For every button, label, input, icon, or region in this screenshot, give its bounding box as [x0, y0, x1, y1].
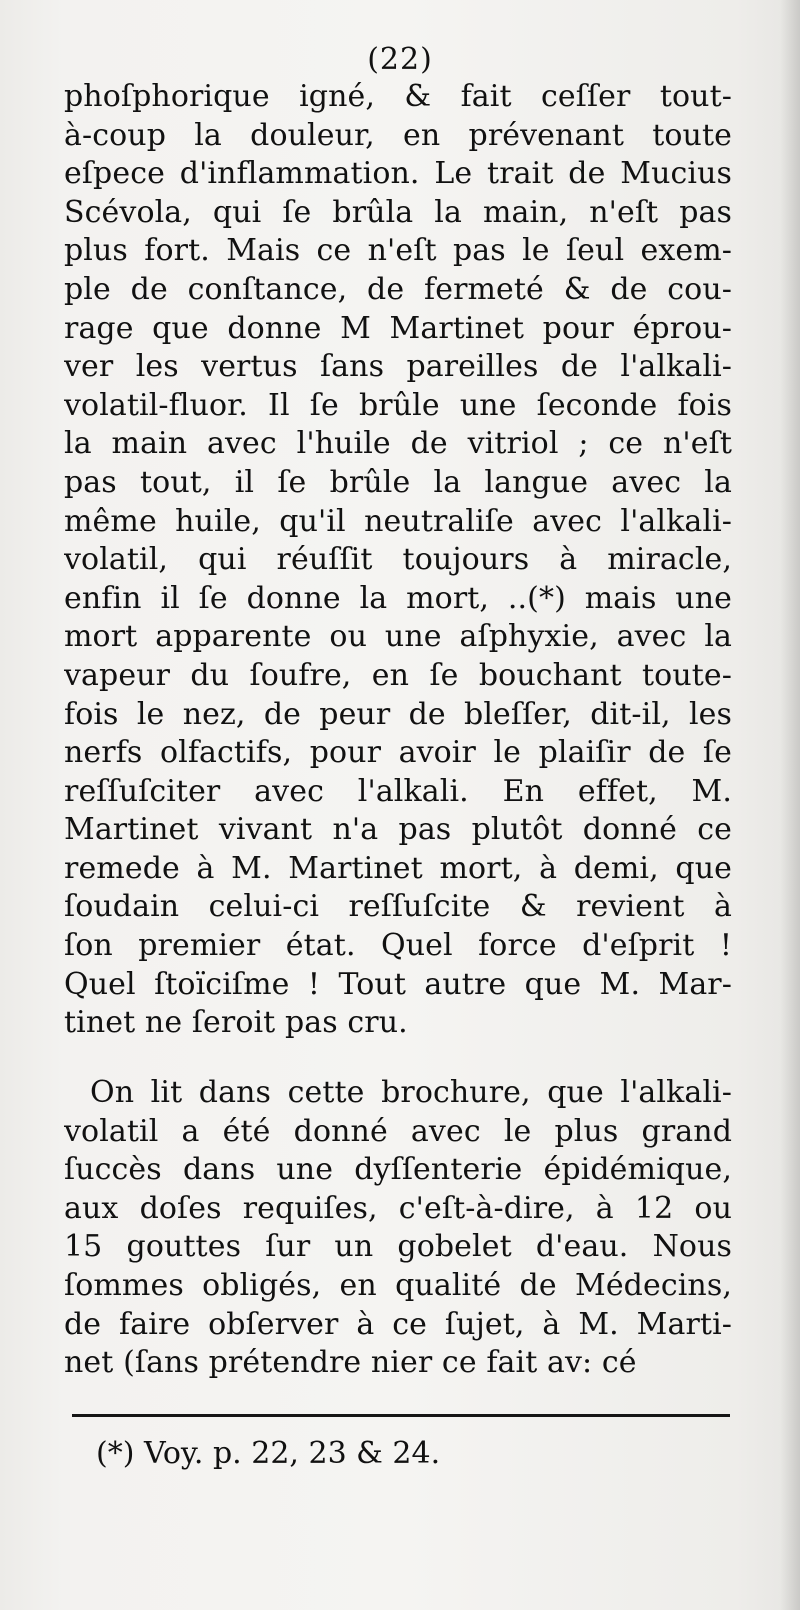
text-line: fois le nez, de peur de bleſſer, dit-il, les [64, 696, 732, 732]
text-line: Quel ſtoïciſme ! Tout autre que M. Mar- [64, 966, 732, 1002]
text-line: 15 gouttes ſur un gobelet d'eau. Nous [64, 1229, 732, 1265]
text-line: net (ſans prétendre nier ce fait av: cé [64, 1345, 637, 1381]
text-line: aux doſes requiſes, c'eſt-à-dire, à 12 ou [64, 1190, 732, 1226]
text-line: On lit dans cette brochure, que l'alkali- [90, 1075, 732, 1110]
paragraph-2 [64, 1074, 732, 1383]
footnote: (*) Voy. p. 22, 23 & 24. [96, 1436, 441, 1471]
text-line: ſon premier état. Quel force d'eſprit ! [64, 928, 732, 964]
text-line: volatil-fluor. Il ſe brûle une ſeconde fois [64, 387, 732, 423]
text-line: ſuccès dans une dyſſenterie épidémique, [64, 1152, 732, 1188]
text-line: ſoudain celui-ci reſſuſcite & revient à [64, 889, 732, 925]
footnote-divider [72, 1414, 730, 1417]
text-line: remede à M. Martinet mort, à demi, que [64, 850, 732, 886]
page-edge-shadow [780, 0, 800, 1610]
text-line: enfin il ſe donne la mort, ..(*) mais une [64, 580, 732, 616]
paragraph-1 [64, 78, 732, 1043]
text-line: Martinet vivant n'a pas plutôt donné ce [64, 812, 732, 848]
text-line: à-coup la douleur, en prévenant toute [64, 117, 732, 153]
text-line: la main avec l'huile de vitriol ; ce n'eſt [64, 426, 732, 462]
text-line: de faire obſerver à ce ſujet, à M. Marti- [64, 1306, 732, 1342]
text-line: eſpece d'inflammation. Le trait de Mucius [64, 156, 732, 192]
text-line: pas tout, il ſe brûle la langue avec la [64, 464, 732, 500]
text-line: reſſuſciter avec l'alkali. En effet, M. [64, 773, 732, 809]
text-line: même huile, qu'il neutraliſe avec l'alkali- [64, 503, 732, 539]
text-line: rage que donne M Martinet pour éprou- [64, 310, 732, 346]
text-line: ſommes obligés, en qualité de Médecins, [64, 1267, 732, 1303]
text-line: phoſphorique igné, & fait ceſſer tout- [64, 79, 732, 114]
text-line: mort apparente ou une aſphyxie, avec la [64, 619, 732, 655]
text-line: plus fort. Mais ce n'eſt pas le ſeul exem- [64, 233, 732, 269]
text-line: volatil a été donné avec le plus grand [64, 1113, 732, 1149]
text-line: nerfs olfactifs, pour avoir le plaiſir de ſe [64, 735, 732, 771]
page-number: (22) [367, 42, 433, 77]
text-line: vapeur du ſoufre, en ſe bouchant toute- [64, 657, 732, 693]
text-line: tinet ne ſeroit pas cru. [64, 1005, 408, 1041]
text-line: ver les vertus ſans pareilles de l'alkali- [64, 349, 732, 385]
text-line: volatil, qui réuſſit toujours à miracle, [64, 542, 732, 578]
text-line: Scévola, qui ſe brûla la main, n'eſt pas [64, 194, 732, 230]
text-line: ple de conſtance, de fermeté & de cou- [64, 271, 732, 307]
